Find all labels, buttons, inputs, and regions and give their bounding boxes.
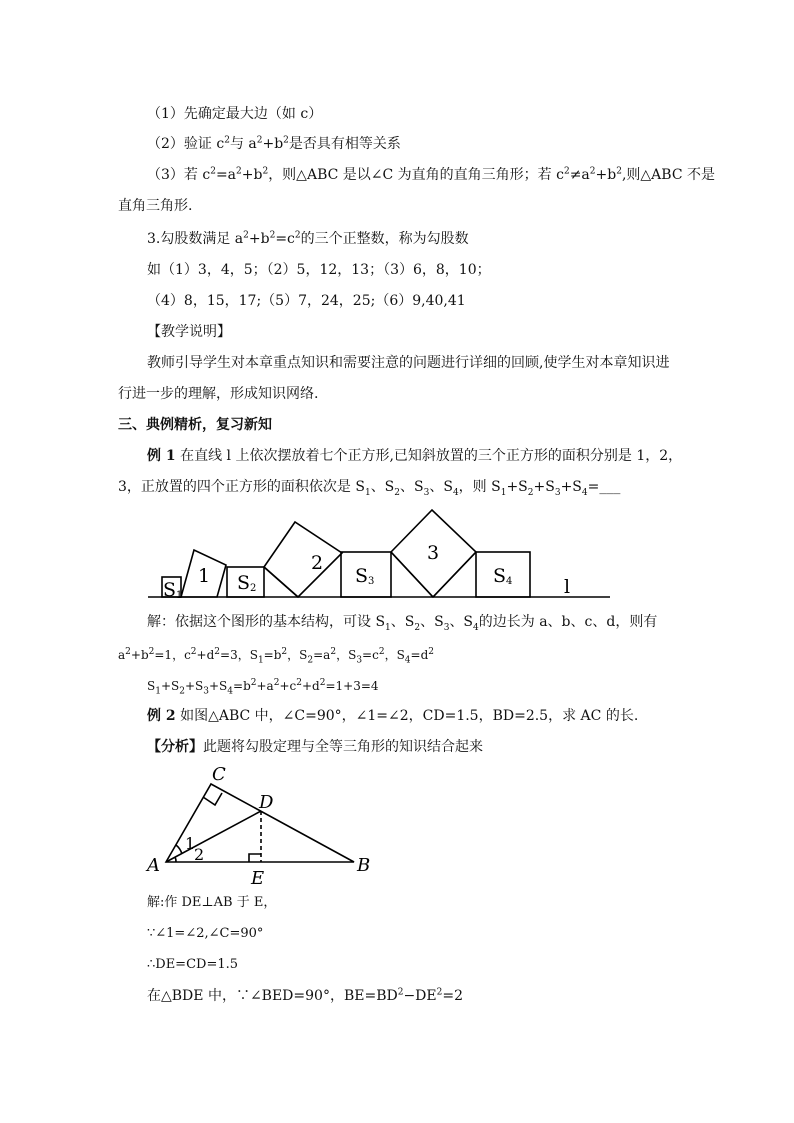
label-s1: S (163, 579, 177, 601)
solution-1-sum: $S_1+S_2+S_3+S_4=b^2+a^2+c^2+d^2=1+3=4$ (147, 678, 379, 697)
example-2-analysis: 【分析】此题将勾股定理与全等三角形的知识结合起来 (147, 739, 483, 755)
teaching-note-heading: 【教学说明】 (147, 324, 231, 340)
pythagorean-triple-def: 3.勾股数满足 $a^2+b^2=c^2$的三个正整数，称为勾股数 (147, 230, 469, 247)
triple-examples-1: 如（1）3，4，5；（2）5，12，13；（3）6，8，10； (147, 262, 491, 278)
example-1-text: 例 1 在直线 l 上依次摆放着七个正方形,已知斜放置的三个正方形的面积分别是 1，2， (147, 448, 683, 464)
step-2: （2）验证 $c^2$与 $a^2+b^2$是否具有相等关系 (147, 135, 401, 152)
solution-2-line3: ∴DE=CD=1.5 (147, 957, 239, 972)
solution-1-text: 解：依据这个图形的基本结构，可设 $S_1$、$S_2$、$S_3$、$S_4$的边长为 a、b、c、d，则有 (147, 614, 658, 633)
step-3: （3）若 $c^2=a^2+b^2$，则△ABC 是以∠C 为直角的直角三角形；若 $c^2\ne a^2+b^2$,则△ABC 不是 (147, 166, 715, 183)
right-angle-c (203, 793, 222, 805)
label-a: A (147, 855, 160, 876)
step-1: （1）先确定最大边（如 c） (147, 106, 323, 122)
label-1: 1 (198, 565, 211, 587)
label-b: B (357, 855, 371, 876)
label-line: l (564, 576, 571, 598)
label-e: E (251, 868, 265, 889)
label-s2-sub: 2 (250, 583, 257, 594)
step-3-cont: 直角三角形. (118, 198, 193, 214)
label-angle-1: 1 (185, 834, 196, 853)
teaching-note-text-cont: 行进一步的理解，形成知识网络. (118, 386, 319, 402)
label-s4-sub: 4 (506, 576, 513, 587)
angle-arc-1 (176, 845, 182, 854)
solution-1-equations: $a^2+b^2=1$，$c^2+d^2=3$，$S_1=b^2$，$S_2=a^2$，$S_3=c^2$，$S_4=d^2$ (118, 647, 435, 666)
label-s4: S (493, 565, 507, 587)
example-2-text: 例 2 如图△ABC 中，∠C=90°，∠1=∠2，CD=1.5，BD=2.5，求 AC 的长. (147, 708, 639, 724)
label-angle-2: 2 (194, 845, 205, 864)
right-angle-e (249, 854, 261, 862)
solution-2-line4: 在△BDE 中，∵∠BED=90°，$BE=BD^2-DE^2=2$ (147, 987, 464, 1004)
label-d: D (259, 792, 274, 813)
solution-2-line2: ∵∠1=∠2,∠C=90° (147, 926, 264, 941)
label-s1-sub: 1 (176, 590, 183, 601)
section-heading: 三、典例精析，复习新知 (118, 417, 272, 433)
label-s2: S (237, 572, 251, 594)
label-c: C (212, 764, 226, 785)
label-2: 2 (311, 552, 324, 574)
label-s3: S (355, 565, 369, 587)
label-3: 3 (427, 542, 440, 564)
teaching-note-text: 教师引导学生对本章重点知识和需要注意的问题进行详细的回顾,使学生对本章知识进 (147, 355, 670, 371)
label-s3-sub: 3 (368, 576, 375, 587)
example-1-text-cont: 3，正放置的四个正方形的面积依次是 $S_1$、$S_2$、$S_3$、$S_4$，则 $S_1+S_2+S_3+S_4=\_\_\_$ (118, 479, 621, 498)
triple-examples-2: （4）8，15，17;（5）7，24，25;（6）9,40,41 (147, 293, 466, 309)
solution-2-line1: 解:作 DE⊥AB 于 E， (147, 895, 277, 910)
